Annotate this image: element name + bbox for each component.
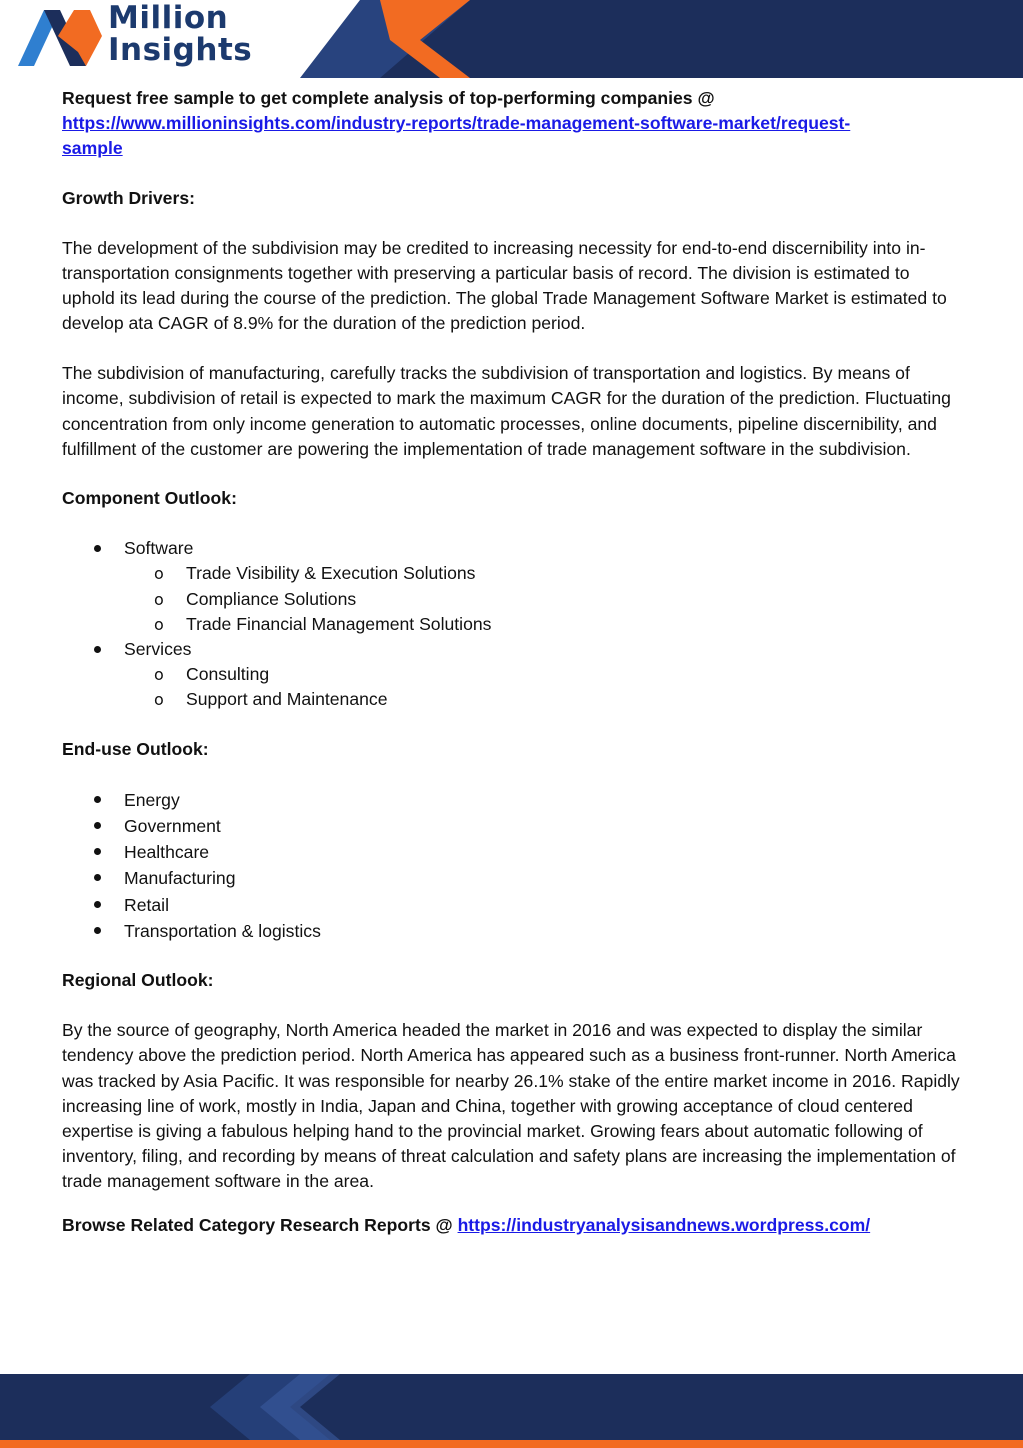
list-item: Manufacturing <box>62 865 962 891</box>
list-subitem: o Compliance Solutions <box>62 587 962 612</box>
growth-paragraph-2: The subdivision of manufacturing, carefully tracks the subdivision of transportation and logistics. By means of income, subdivision of retail is expected to mark the maximum CAGR for the duration of the prediction. Fluctuating concentration from only income generation to automatic processes, online documents, pipeline discernibility, and fulfillment of the customer are powering the implementation of trade management software in the subdivision. <box>62 363 951 459</box>
sample-link-line-2: sample <box>62 138 123 159</box>
intro-text: Request free sample to get complete analysis of top-performing companies @ <box>62 88 715 108</box>
sample-link-line-1: https://www.millioninsights.com/industry-reports/trade-management-software-market/request- <box>62 113 851 134</box>
list-item: Healthcare <box>62 839 962 865</box>
list-subitem: o Trade Financial Management Solutions <box>62 612 962 637</box>
list-item: Energy <box>62 787 962 813</box>
enduse-list <box>62 787 962 944</box>
document-body <box>62 86 962 1238</box>
list-item: Services <box>62 637 962 662</box>
enduse-heading: End-use Outlook: <box>62 739 209 760</box>
page-header <box>0 0 1023 78</box>
page-footer <box>0 1374 1023 1448</box>
browse-link[interactable]: https://industryanalysisandnews.wordpress.com/ <box>457 1214 871 1235</box>
logo-wordmark <box>108 2 252 66</box>
list-subitem: o Support and Maintenance <box>62 687 962 712</box>
component-heading: Component Outlook: <box>62 488 237 509</box>
regional-heading: Regional Outlook: <box>62 970 214 991</box>
list-item: Transportation & logistics <box>62 918 962 944</box>
browse-line <box>62 1213 962 1238</box>
growth-paragraph-1: The development of the subdivision may be credited to increasing necessity for end-to-end discernibility into in-transportation consignments together with preserving a particular basis of record. The division is estimated to uphold its lead during the course of the prediction. The global Trade Management Software Market is estimated to develop ata CAGR of 8.9% for the duration of the prediction period. <box>62 237 947 334</box>
component-list <box>62 536 962 712</box>
list-subitem: o Trade Visibility & Execution Solutions <box>62 561 962 586</box>
regional-paragraph: By the source of geography, North America headed the market in 2016 and was expected to display the similar tendency above the prediction period. North America has appeared such as a business front-runner. North America was tracked by Asia Pacific. It was responsible for nearby 26.1% stake of the entire market income in 2016. Rapidly increasing line of work, mostly in India, Japan and China, together with growing acceptance of cloud centered expertise is giving a fabulous helping hand to the provincial market. Growing fears about automatic following of inventory, filing, and recording by means of threat calculation and safety plans are increasing the implementation of trade management software in the area. <box>62 1020 960 1192</box>
logo-line-1: Million <box>108 0 229 36</box>
list-subitem: o Consulting <box>62 662 962 687</box>
logo-icon <box>14 6 106 68</box>
footer-banner <box>0 1374 1023 1448</box>
growth-heading: Growth Drivers: <box>62 188 195 209</box>
logo-line-2: Insights <box>108 32 253 68</box>
list-item: Retail <box>62 892 962 918</box>
sample-link[interactable] <box>62 113 850 158</box>
browse-text: Browse Related Category Research Reports @ <box>62 1214 458 1235</box>
list-item: Software <box>62 536 962 561</box>
list-item: Government <box>62 813 962 839</box>
